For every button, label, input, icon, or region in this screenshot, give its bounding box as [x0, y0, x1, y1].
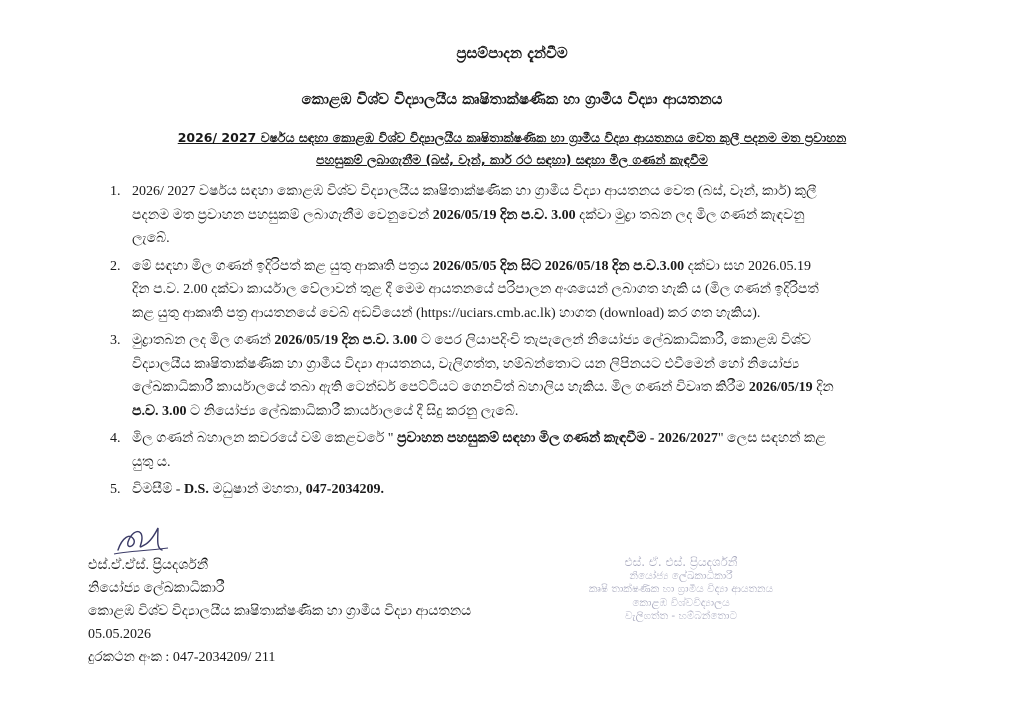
item-opening-date: 2026/05/19 — [748, 380, 813, 395]
official-stamp — [566, 556, 796, 624]
item-date-range: 2026/05/05 දින සිට 2026/05/18 දින ප.ව.3.00 — [432, 258, 685, 274]
item-line — [132, 329, 926, 353]
item-line — [132, 255, 926, 279]
notice-title: ප්‍රසම්පාදන දැන්වීම — [456, 44, 568, 62]
phone-numbers: දුරකථන අංක : 047-2034209/ 211 — [88, 650, 276, 665]
item-number: 4. — [110, 431, 121, 446]
item-text: මුද්‍රාතබන ලද මිල ගණන් — [132, 333, 275, 348]
item-number: 3. — [110, 333, 121, 348]
signatory-name: එස්.ඒ.ඒස්. ප්‍රියදර්ශනී — [88, 558, 209, 573]
item-envelope-label: ප්‍රවාහන පහසුකම් සඳහා මිල ගණන් කැඳවීම - 2026/2027 — [397, 431, 718, 446]
list-item — [100, 180, 926, 251]
item-text: මිල ගණන් බහාලන කවරයේ වම් කෙළවරේ " — [132, 431, 398, 446]
notice-subject — [100, 127, 924, 171]
notice-items-list — [100, 180, 926, 506]
item-text: දක්වා සහ 2026.05.19 — [684, 258, 811, 274]
item-number: 5. — [110, 482, 121, 497]
item-line: 2026/ 2027 වර්ෂය සඳහා කොළඹ විශ්ව විද්‍යාලයීය කෘෂිතාක්ෂණික හා ග්‍රාමීය විද්‍යා ආයතනය වෙත (බස්, වෑන්, කාර්) කුලී — [132, 184, 817, 199]
item-line: විද්‍යාලයීය කෘෂිතාක්ෂණික හා ග්‍රාමීය විද්‍යා ආයතනය, වැලිගත්ත, හම්බන්තොට යන ලිපිනයට එවීමෙන් හෝ නියෝජ්‍ය — [132, 356, 800, 372]
stamp-institute: කෘෂි තාක්ෂණික හා ග්‍රාමීය විද්‍යා ආයතනය — [588, 583, 774, 595]
item-line — [132, 478, 926, 502]
item-text: දක්වා මුද්‍රා තබන ලද මිල ගණන් කැඳවනු — [575, 207, 805, 223]
list-item — [100, 255, 926, 326]
item-line — [132, 204, 926, 228]
item-line: දින ප.ව. 2.00 දක්වා කාර්යාල වේලාවන් තුළ දී මෙම ආයතනයේ පරිපාලන අංශයෙන් ලබාගත හැකි ය (මිල ගණන් ඉදිරිපත් — [132, 282, 819, 297]
item-text: මධුෂාන් මහතා, — [208, 482, 306, 497]
item-text: " ලෙස සඳහන් කළ — [717, 431, 826, 446]
item-text: පදනම මත ප්‍රවාහන පහසුකම් ලබාගැනීම වෙනුවෙන් — [132, 207, 433, 223]
list-item — [100, 329, 926, 423]
item-line — [132, 427, 926, 451]
item-line: යුතු ය. — [132, 454, 171, 470]
stamp-name: එස්. ඒ. එස්. ප්‍රියදර්ශනී — [624, 555, 738, 569]
item-line — [132, 400, 926, 424]
institute-title: කොළඹ විශ්ව විද්‍යාලයීය කෘෂිතාක්ෂණික හා ග්‍රාමීය විද්‍යා ආයතනය — [301, 90, 723, 108]
item-text: මේ සඳහා මිල ගණන් ඉදිරිපත් කළ යුතු ආකෘති පත්‍රය — [132, 258, 433, 274]
item-text: ලේඛකාධිකාරී කාර්යාලයේ තබා ඇති ටෙන්ඩර් පෙට්ටියට ගෙනවිත් බහාලිය හැකිය. මිල ගණන් විවෘත කිරීම — [132, 380, 749, 395]
item-deadline: 2026/05/19 දින ප.ව. 3.00 — [432, 207, 576, 223]
stamp-title: නියෝජ්‍ය ලේඛකාධිකාරී — [629, 569, 733, 582]
item-text: ට නියෝජ්‍ය ලේඛකාධිකාරී කාර්යාලයේ දී සිදු කරනු ලැබේ. — [186, 403, 519, 419]
item-text: විමසීම් - — [132, 482, 184, 497]
signatory-institute: කොළඹ විශ්ව විද්‍යාලයීය කෘෂිතාක්ෂණික හා ග්‍රාමීය විද්‍යා ආයතනය — [88, 604, 472, 619]
signatory-block — [88, 554, 471, 646]
item-line: කළ යුතු ආකෘති පත්‍ර ආයතනයේ වෙබ් අඩවියෙන් (https://uciars.cmb.ac.lk) හාගත (download) කර ගත හැකිය). — [132, 305, 761, 321]
item-opening-time: ප.ව. 3.00 — [132, 403, 187, 419]
item-number: 1. — [110, 184, 121, 199]
item-number: 2. — [110, 258, 121, 274]
subject-line-2: පහසුකම් ලබාගැනීම (බස්, වෑන්, කාර් රථ සඳහා) සඳහා මිල ගණන් කැඳවීම — [316, 152, 708, 167]
item-line — [132, 376, 926, 400]
contact-phone: 047-2034209. — [305, 482, 384, 497]
item-deadline: 2026/05/19 දින ප.ව. 3.00 — [274, 333, 418, 348]
item-text: ට පෙර ලියාපදිංචි තැපැලෙන් නියෝජ්‍ය ලේඛකාධිකාරී, කොළඹ විශ්ව — [417, 333, 811, 348]
notice-date: 05.05.2026 — [88, 627, 151, 642]
list-item — [100, 427, 926, 474]
stamp-university: කොළඹ විශ්වවිද්‍යාලය — [632, 596, 730, 609]
subject-line-1: 2026/ 2027 වර්ෂය සඳහා කොළඹ විශ්ව විද්‍යාලයීය කෘෂිතාක්ෂණික හා ග්‍රාමීය විද්‍යා ආයතනය වෙත කුලී පදනම මත ප්‍රවාහන — [177, 130, 847, 145]
stamp-place: වැලිගත්ත - හම්බන්තොට — [624, 610, 738, 622]
signatory-title: නියෝජ්‍ය ලේඛකාධිකාරී — [88, 581, 225, 596]
contact-initials: D.S. — [183, 482, 209, 497]
item-line: ලැබේ. — [132, 231, 170, 246]
list-item — [100, 478, 926, 502]
item-text: දින — [812, 380, 834, 395]
